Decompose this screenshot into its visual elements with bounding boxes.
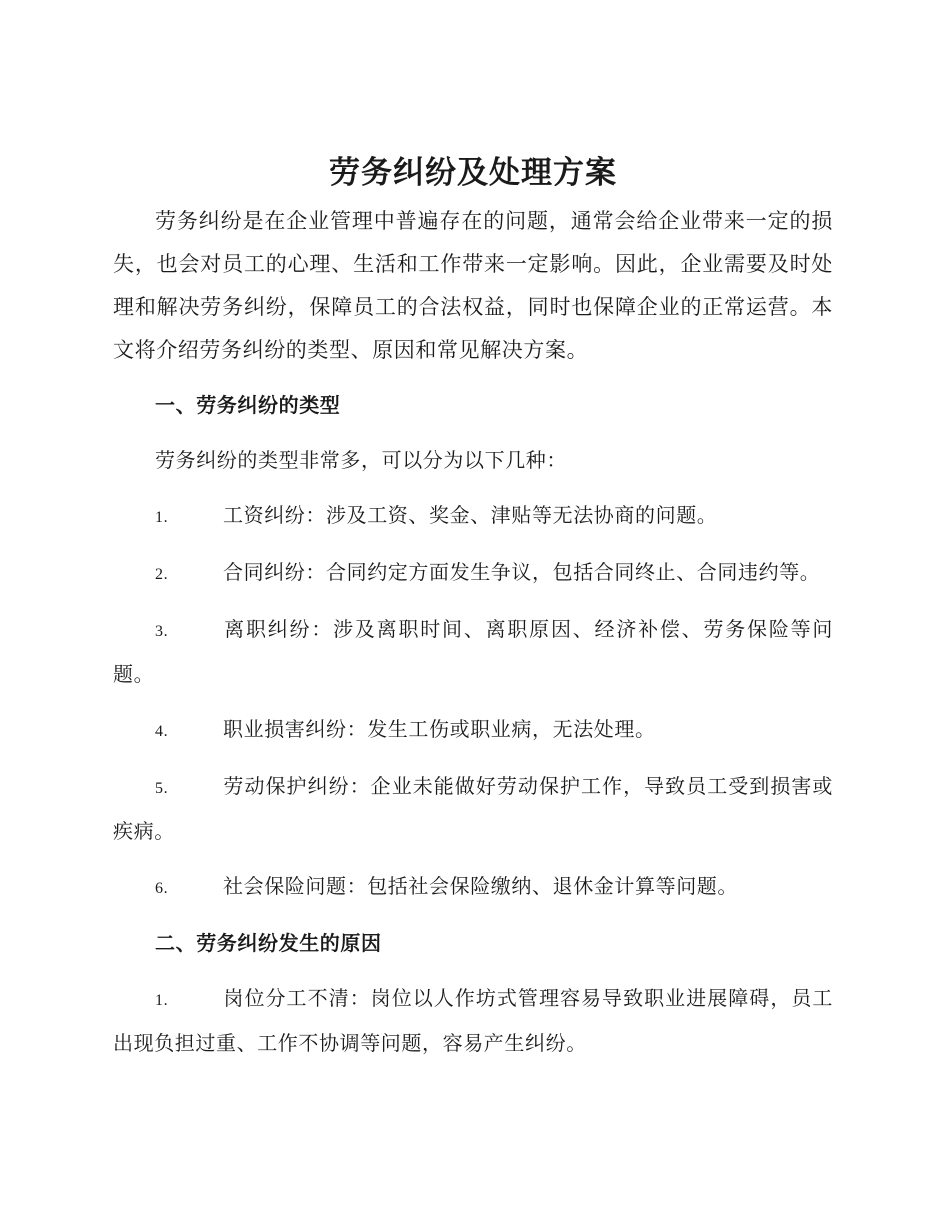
- list-item: [113, 551, 833, 596]
- list-text: 工资纠纷：涉及工资、奖金、津贴等无法协商的问题。: [223, 503, 718, 527]
- list-item: [113, 494, 833, 539]
- intro-paragraph: 劳务纠纷是在企业管理中普遍存在的问题，通常会给企业带来一定的损失，也会对员工的心理、生活和工作带来一定影响。因此，企业需要及时处理和解决劳务纠纷，保障员工的合法权益，同时也保障企业的正常运营。本文将介绍劳务纠纷的类型、原因和常见解决方案。: [113, 209, 833, 362]
- document-body: [113, 150, 833, 1065]
- section-intro-types: 劳务纠纷的类型非常多，可以分为以下几种：: [155, 448, 567, 472]
- list-number: 6.: [155, 880, 169, 897]
- list-number: 2.: [155, 566, 169, 583]
- list-text: 合同纠纷：合同约定方面发生争议，包括合同终止、合同违约等。: [223, 560, 821, 584]
- section-heading-types: 一、劳务纠纷的类型: [155, 393, 341, 417]
- list-number: 1.: [155, 509, 169, 526]
- list-text: 劳动保护纠纷：企业未能做好劳动保护工作，导致员工受到损害或疾病。: [113, 774, 833, 843]
- list-item: [113, 765, 833, 853]
- list-text: 岗位分工不清：岗位以人作坊式管理容易导致职业进展障碍，员工出现负担过重、工作不协调等问题，容易产生纠纷。: [113, 986, 833, 1055]
- list-text: 社会保险问题：包括社会保险缴纳、退休金计算等问题。: [223, 874, 738, 898]
- list-item: [113, 865, 833, 910]
- section-heading-causes: 二、劳务纠纷发生的原因: [155, 931, 382, 955]
- list-number: 4.: [155, 723, 169, 740]
- list-item: [113, 708, 833, 753]
- list-number: 5.: [155, 780, 169, 797]
- list-item: [113, 608, 833, 696]
- list-number: 3.: [155, 623, 169, 640]
- list-number: 1.: [155, 992, 169, 1009]
- list-text: 离职纠纷：涉及离职时间、离职原因、经济补偿、劳务保险等问题。: [113, 617, 833, 686]
- list-text: 职业损害纠纷：发生工伤或职业病，无法处理。: [223, 717, 656, 741]
- list-item: [113, 977, 833, 1065]
- document-title: 劳务纠纷及处理方案: [329, 155, 617, 191]
